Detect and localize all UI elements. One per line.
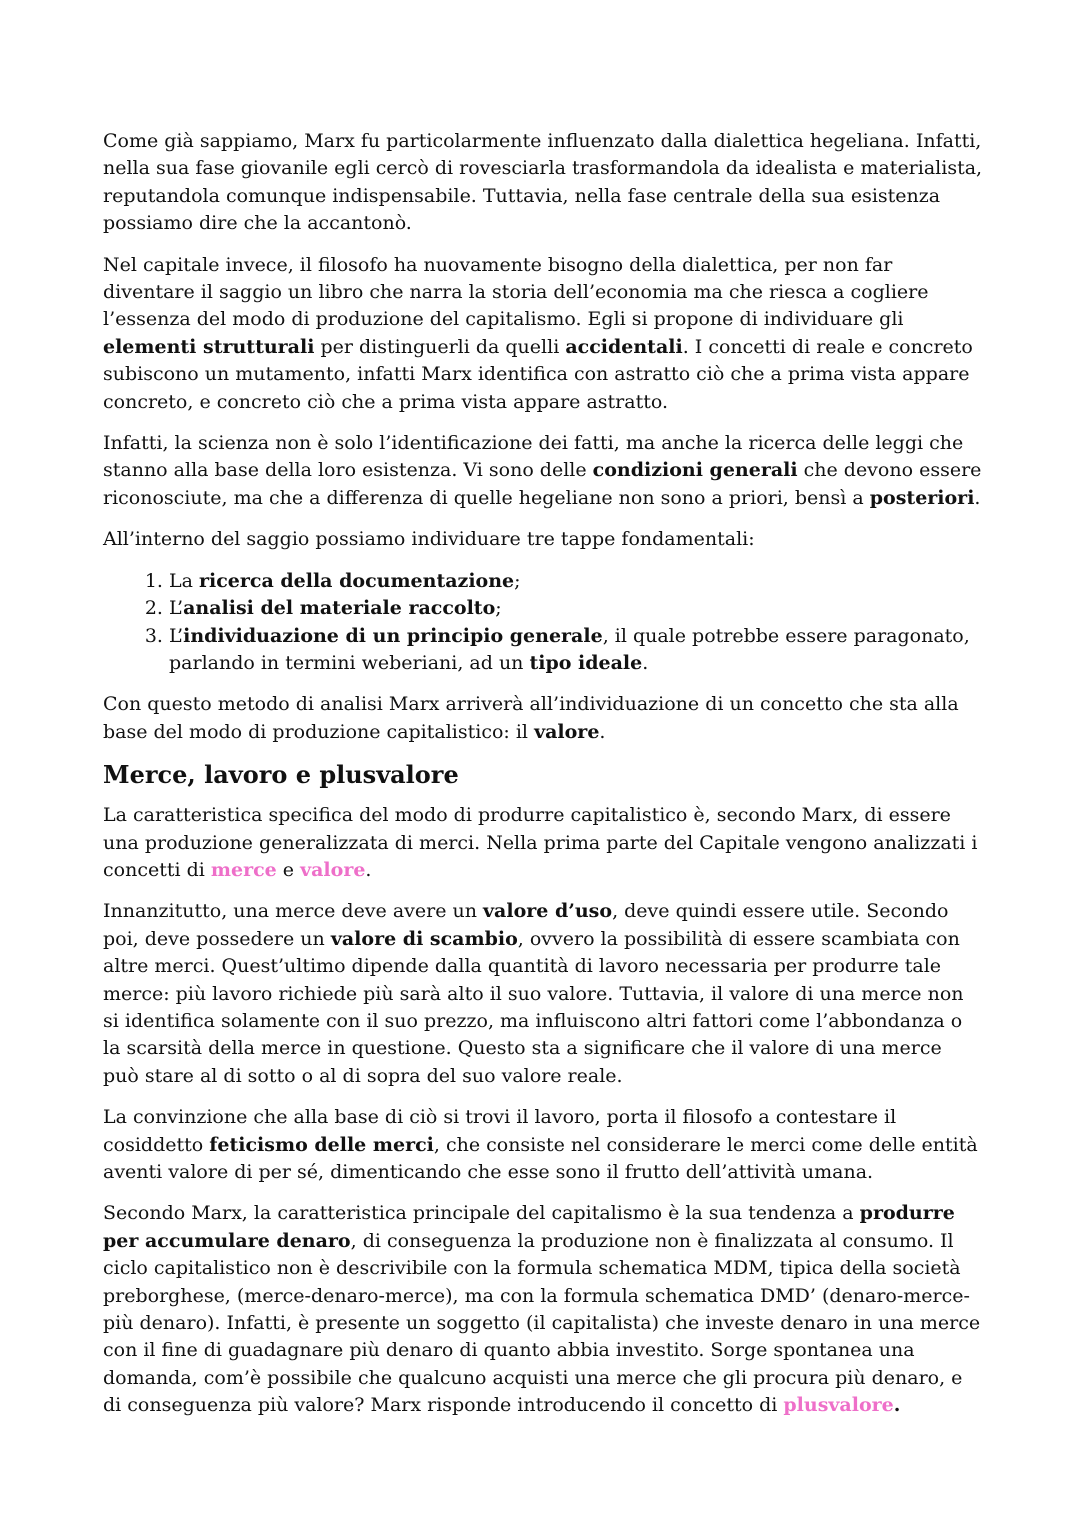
paragraph-intro: Come già sappiamo, Marx fu particolarmente influenzato dalla dialettica hegeliana. Infatti, nella sua fase giovanile egli cercò di rovesciarla trasformandola da idealista e materialista, reputandola comunque indispensabile. Tuttavia, nella fase centrale della sua esistenza possiamo dire che la accantonò. bbox=[103, 130, 983, 235]
term-valore: valore bbox=[534, 720, 600, 743]
paragraph-merci: La caratteristica specifica del modo di produrre capitalistico è, secondo Marx, di essere una produzione generalizzata di merci. Nella prima parte del Capitale vengono analizzati i concetti di merce e valore. bbox=[103, 804, 978, 881]
term-posteriori: posteriori bbox=[869, 486, 975, 509]
paragraph-feticismo: La convinzione che alla base di ciò si trovi il lavoro, porta il filosofo a contestare il cosiddetto feticismo delle merci, che consiste nel considerare le merci come delle entità aventi valore di per sé, dimenticando che esse sono il frutto dell’attività umana. bbox=[103, 1106, 978, 1183]
highlight-valore: valore bbox=[300, 858, 366, 881]
list-item: 3. L’individuazione di un principio generale, il quale potrebbe essere paragonato, parlando in termini weberiani, ad un tipo ideale. bbox=[169, 623, 983, 678]
section-heading: Merce, lavoro e plusvalore bbox=[103, 760, 459, 790]
list-item: 1. La ricerca della documentazione; bbox=[169, 568, 983, 595]
highlight-plusvalore: plusvalore bbox=[783, 1394, 894, 1417]
tappe-list bbox=[103, 568, 983, 678]
paragraph-plusvalore: Secondo Marx, la caratteristica principale del capitalismo è la sua tendenza a produrre per accumulare denaro, di conseguenza la produzione non è finalizzata al consumo. Il ciclo capitalistico non è descrivibile con la formula schematica MDM, tipica della società preborghese, (merce-denaro-merce), ma con la formula schematica DMD’ (denaro-merce-più denaro). Infatti, è presente un soggetto (il capitalista) che investe denaro in una merce con il fine di guadagnare più denaro di quanto abbia investito. Sorge spontanea una domanda, com’è possibile che qualcuno acquisti una merce che gli procura più denaro, e di conseguenza più valore? Marx risponde introducendo il concetto di plusvalore. bbox=[103, 1202, 981, 1417]
document-page bbox=[103, 128, 983, 1434]
list-item: 2. L’analisi del materiale raccolto; bbox=[169, 595, 983, 622]
highlight-merce: merce bbox=[210, 858, 277, 881]
term-elementi-strutturali: elementi strutturali bbox=[103, 335, 315, 358]
term-condizioni-generali: condizioni generali bbox=[592, 459, 798, 482]
paragraph-capitale: Nel capitale invece, il filosofo ha nuovamente bisogno della dialettica, per non far diventare il saggio un libro che narra la storia dell’economia ma che riesca a cogliere l’essenza del modo di produzione del capitalismo. Egli si propone di individuare gli elementi strutturali per distinguerli da quelli accidentali. I concetti di reale e concreto subiscono un mutamento, infatti Marx identifica con astratto ciò che a prima vista appare concreto, e concreto ciò che a prima vista appare astratto. bbox=[103, 253, 973, 413]
term-valore-uso: valore d’uso bbox=[483, 900, 613, 923]
term-feticismo: feticismo delle merci bbox=[209, 1133, 434, 1156]
term-accidentali: accidentali bbox=[565, 335, 683, 358]
paragraph-uso-scambio: Innanzitutto, una merce deve avere un valore d’uso, deve quindi essere utile. Secondo poi, deve possedere un valore di scambio, ovvero la possibilità di essere scambiata con altre merci. Quest’ultimo dipende dalla quantità di lavoro necessaria per produrre tale merce: più lavoro richiede più sarà alto il suo valore. Tuttavia, il valore di una merce non si identifica solamente con il suo prezzo, ma influiscono altri fattori come l’abbondanza o la scarsità della merce in questione. Questo sta a significare che il valore di una merce può stare al di sotto o al di sopra del suo valore reale. bbox=[103, 900, 964, 1087]
term-produrre-accumulare: produrre per accumulare denaro bbox=[103, 1202, 955, 1252]
paragraph-valore: Con questo metodo di analisi Marx arriverà all’individuazione di un concetto che sta alla base del modo di produzione capitalistico: il valore. bbox=[103, 693, 959, 743]
paragraph-tappe-intro: All’interno del saggio possiamo individuare tre tappe fondamentali: bbox=[103, 528, 755, 551]
paragraph-scienza: Infatti, la scienza non è solo l’identificazione dei fatti, ma anche la ricerca delle leggi che stanno alla base della loro esistenza. Vi sono delle condizioni generali che devono essere riconosciute, ma che a differenza di quelle hegeliane non sono a priori, bensì a posteriori. bbox=[103, 432, 982, 509]
term-valore-scambio: valore di scambio bbox=[330, 927, 518, 950]
